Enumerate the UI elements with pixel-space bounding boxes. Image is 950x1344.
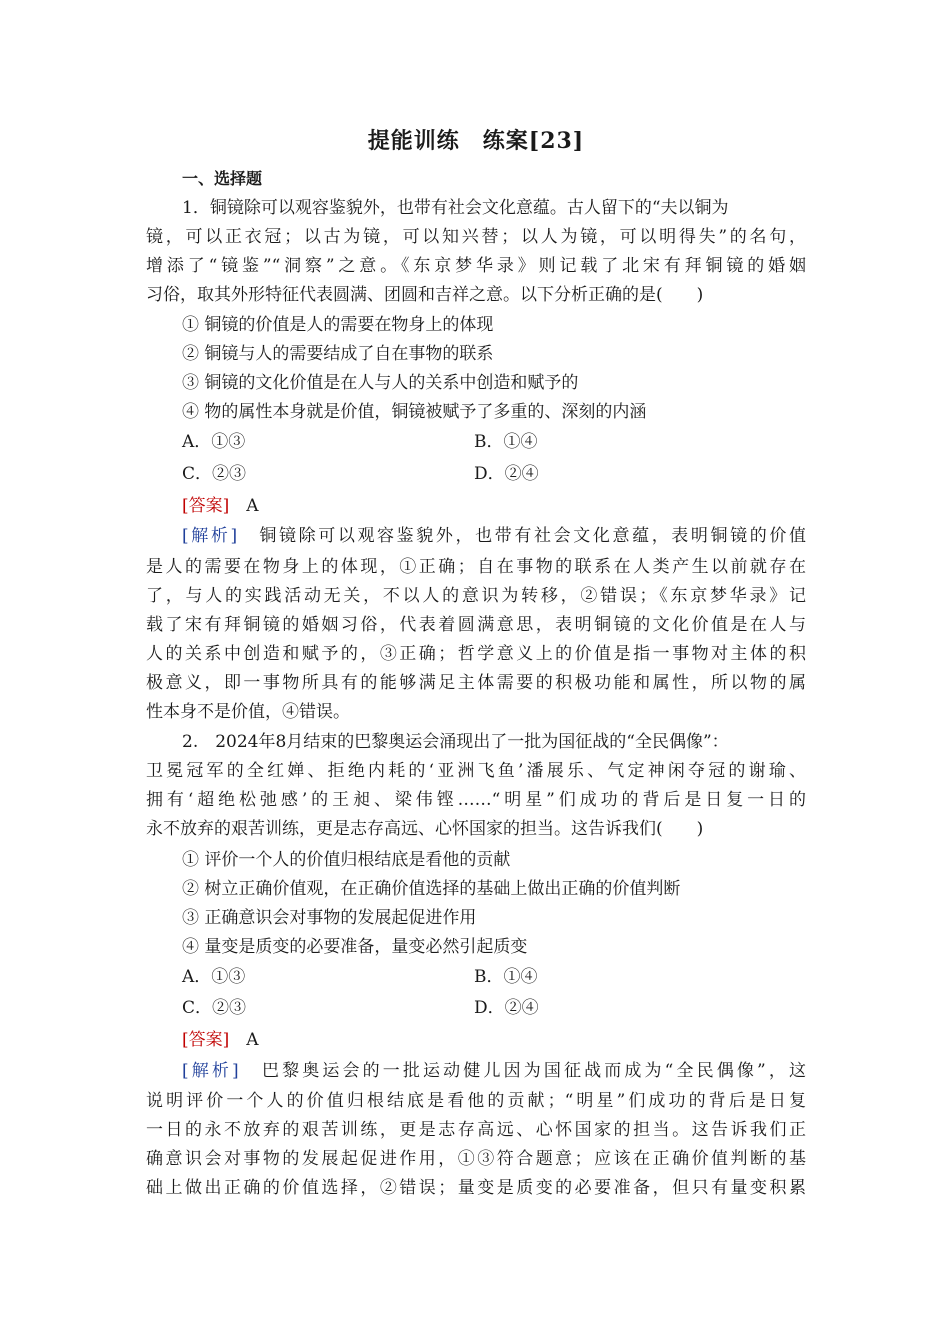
q1-item: ② 铜镜与人的需要结成了自在事物的联系: [182, 344, 494, 364]
q2-analysis-line: 一日的永不放弃的艰苦训练，更是志存高远、心怀国家的担当。这告诉我们正: [146, 1120, 806, 1140]
q1-analysis-line: 人的关系中创造和赋予的，③正确；哲学意义上的价值是指一事物对主体的积: [146, 644, 806, 664]
q2-analysis-line: 础上做出正确的价值选择，②错误；量变是质变的必要准备，但只有量变积累: [146, 1178, 806, 1198]
q1-analysis-line: 载了宋有拜铜镜的婚姻习俗，代表着圆满意思，表明铜镜的文化价值是在人与: [146, 615, 806, 635]
q2-stem-line: 永不放弃的艰苦训练，更是志存高远、心怀国家的担当。这告诉我们( ): [146, 819, 704, 839]
q2-answer: [182, 1026, 259, 1055]
q1-answer: [182, 492, 259, 521]
answer-label: [答案]: [182, 496, 230, 516]
q2-analysis-line: [182, 1057, 806, 1086]
q2-option-a: A．①③: [182, 967, 246, 987]
analysis-text: 铜镜除可以观容鉴貌外，也带有社会文化意蕴，表明铜镜的价值: [259, 526, 807, 546]
analysis-label: [解析]: [182, 1061, 239, 1081]
q1-stem-line: 增添了“镜鉴”“洞察”之意。《东京梦华录》则记载了北宋有拜铜镜的婚姻: [146, 256, 806, 276]
analysis-label: [解析]: [182, 526, 238, 546]
q1-analysis-line: 了，与人的实践活动无关，不以人的意识为转移，②错误；《东京梦华录》记: [146, 586, 806, 606]
q1-option-d: D．②④: [474, 464, 539, 484]
q1-item: ① 铜镜的价值是人的需要在物身上的体现: [182, 315, 494, 335]
q1-option-c: C．②③: [182, 464, 247, 484]
q1-analysis-line: 是人的需要在物身上的体现，①正确；自在事物的联系在人类产生以前就存在: [146, 557, 806, 577]
q2-item: ① 评价一个人的价值归根结底是看他的贡献: [182, 850, 511, 870]
q1-option-b: B．①④: [474, 432, 538, 452]
answer-label: [答案]: [182, 1030, 230, 1050]
q2-item: ④ 量变是质变的必要准备，量变必然引起质变: [182, 937, 528, 957]
q2-option-b: B．①④: [474, 967, 538, 987]
q2-stem-line: 2. 2024年8月结束的巴黎奥运会涌现出了一批为国征战的“全民偶像”：: [182, 732, 729, 752]
q1-analysis-line: [182, 522, 806, 551]
q2-option-c: C．②③: [182, 998, 247, 1018]
q1-stem-line: 1．铜镜除可以观容鉴貌外，也带有社会文化意蕴。古人留下的“夫以铜为: [182, 198, 729, 218]
q2-item: ③ 正确意识会对事物的发展起促进作用: [182, 908, 477, 928]
analysis-text: 巴黎奥运会的一批运动健儿因为国征战而成为“全民偶像”，这: [261, 1061, 806, 1081]
q2-item: ② 树立正确价值观，在正确价值选择的基础上做出正确的价值判断: [182, 879, 681, 899]
q1-item: ③ 铜镜的文化价值是在人与人的关系中创造和赋予的: [182, 373, 579, 393]
q2-analysis-line: 说明评价一个人的价值归根结底是看他的贡献；“明星”们成功的背后是日复: [146, 1091, 806, 1111]
q1-item: ④ 物的属性本身就是价值，铜镜被赋予了多重的、深刻的内涵: [182, 402, 647, 422]
q2-analysis-line: 确意识会对事物的发展起促进作用，①③符合题意；应该在正确价值判断的基: [146, 1149, 806, 1169]
q1-stem-line: 习俗，取其外形特征代表圆满、团圆和吉祥之意。以下分析正确的是( ): [146, 285, 704, 305]
page-title: 提能训练 练案[23]: [367, 128, 585, 154]
answer-value: A: [246, 1030, 259, 1050]
q2-stem-line: 卫冕冠军的全红婵、拒绝内耗的‘亚洲飞鱼’潘展乐、气定神闲夺冠的谢瑜、: [146, 761, 806, 781]
q1-option-a: A．①③: [182, 432, 246, 452]
q1-stem-line: 镜，可以正衣冠；以古为镜，可以知兴替；以人为镜，可以明得失”的名句，: [146, 227, 806, 247]
q1-analysis-line: 极意义，即一事物所具有的能够满足主体需要的积极功能和属性，所以物的属: [146, 673, 806, 693]
answer-value: A: [246, 496, 259, 516]
q1-analysis-line: 性本身不是价值，④错误。: [146, 702, 350, 722]
q2-stem-line: 拥有‘超绝松弛感’的王昶、梁伟铿……“明星”们成功的背后是日复一日的: [146, 790, 806, 810]
q2-option-d: D．②④: [474, 998, 539, 1018]
section-heading: 一、选择题: [182, 169, 263, 188]
